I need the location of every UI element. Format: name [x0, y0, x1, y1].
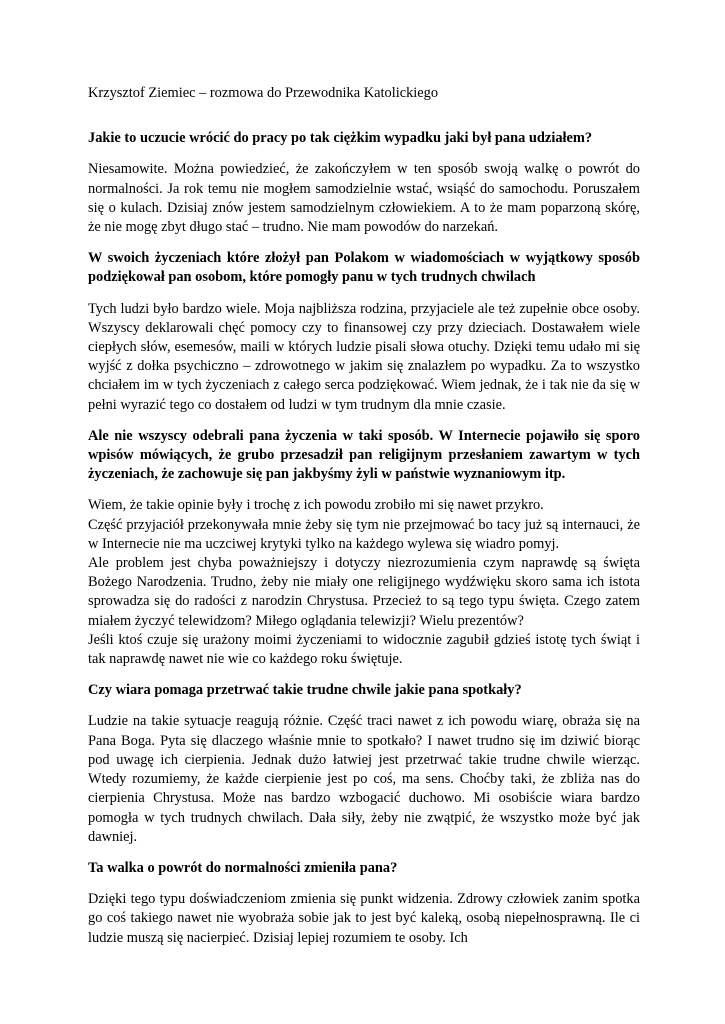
document-page: [88, 84, 640, 960]
question-3: Ale nie wszyscy odebrali pana życzenia w taki sposób. W Internecie pojawiło się sporo wpisów mówiących, że grubo przesadził pan religijnym przesłaniem zawartym w tych życzeniach, że zachowuje się pan jakbyśmy żyli w państwie wyznaniowym itp.: [88, 427, 640, 483]
answer-5: [88, 890, 640, 948]
answer-4: [88, 712, 640, 846]
answer-paragraph: Tych ludzi było bardzo wiele. Moja najbliższa rodzina, przyjaciele ale też zupełnie obce osoby. Wszyscy deklarowali chęć pomocy czy to finansowej czy przy dzieciach. Dostawałem wiele ciepłych słów, esemesów, maili w których ludzie pisali słowa otuchy. Dzięki temu udało mi się wyjść z dołka psychiczno – zdrowotnego w jakim się znalazłem po wypadku. Za to wszystko chciałem im w tych życzeniach z całego serca podziękować. Wiem jednak, że i tak nie da się w pełni wyrazić tego co dostałem od ludzi w tym trudnym dla mnie czasie.: [88, 300, 640, 413]
question-4: Czy wiara pomaga przetrwać takie trudne chwile jakie pana spotkały?: [88, 682, 522, 699]
document-title: Krzysztof Ziemiec – rozmowa do Przewodnika Katolickiego: [88, 85, 439, 101]
question-5: Ta walka o powrót do normalności zmieniła pana?: [88, 859, 398, 876]
answer-paragraph: Wiem, że takie opinie były i trochę z ich powodu zrobiło mi się nawet przykro.: [88, 497, 544, 514]
question-2: W swoich życzeniach które złożył pan Polakom w wiadomościach w wyjątkowy sposób podziękował pan osobom, które pomogły panu w tych trudnych chwilach: [88, 250, 640, 286]
answer-paragraph: Ludzie na takie sytuacje reagują różnie. Część traci nawet z ich powodu wiarę, obraża się na Pana Boga. Pyta się dlaczego właśnie mnie to spotkało? I nawet trudno się im dziwić biorąc pod uwagę ich cierpienia. Jednak dużo łatwiej jest przetrwać takie trudne chwile wierząc. Wtedy rozumiemy, że każde cierpienie jest po coś, ma sens. Choćby taki, że zbliża nas do cierpienia Chrystusa. Może nas bardzo wzbogacić duchowo. Mi osobiście wiara bardzo pomogła w tych trudnych chwilach. Dała siły, żeby nie zwątpić, że wszystko może być jak dawniej.: [88, 713, 640, 845]
answer-3: [88, 496, 640, 669]
answer-paragraph: Niesamowite. Można powiedzieć, że zakończyłem w ten sposób swoją walkę o powrót do normalności. Ja rok temu nie mogłem samodzielnie wstać, wsiąść do samochodu. Poruszałem się o kulach. Dzisiaj znów jestem samodzielnym człowiekiem. A to że mam poparzoną skórę, że nie mogę zbyt długo stać – trudno. Nie mam powodów do narzekań.: [88, 161, 640, 236]
answer-paragraph: Część przyjaciół przekonywała mnie żeby się tym nie przejmować bo tacy już są internauci, że w Internecie nie ma uczciwej krytyki tylko na każdego wylewa się wiadro pomyj.: [88, 516, 640, 552]
answer-paragraph: Dzięki tego typu doświadczeniom zmienia się punkt widzenia. Zdrowy człowiek zanim spotka go coś takiego nawet nie wyobraża sobie jak to jest być kaleką, osobą niepełnosprawną. Ile ci ludzie muszą się nacierpieć. Dzisiaj lepiej rozumiem te osoby. Ich: [88, 891, 640, 946]
answer-paragraph: Jeśli ktoś czuje się urażony moimi życzeniami to widocznie zagubił gdzieś istotę tych świąt i tak naprawdę nawet nie wie co każdego roku świętuje.: [88, 631, 640, 668]
answer-1: [88, 160, 640, 237]
answer-paragraph: Ale problem jest chyba poważniejszy i dotyczy niezrozumienia czym naprawdę są święta Bożego Narodzenia. Trudno, żeby nie miały one religijnego wydźwięku skoro sama ich istota sprowadza się do radości z narodzin Chrystusa. Przecież to są tego typu święta. Czego zatem miałem życzyć telewidzom? Miłego oglądania telewizji? Wielu prezentów?: [88, 555, 640, 629]
answer-2: [88, 300, 640, 415]
question-1: Jakie to uczucie wrócić do pracy po tak ciężkim wypadku jaki był pana udziałem?: [88, 130, 593, 147]
